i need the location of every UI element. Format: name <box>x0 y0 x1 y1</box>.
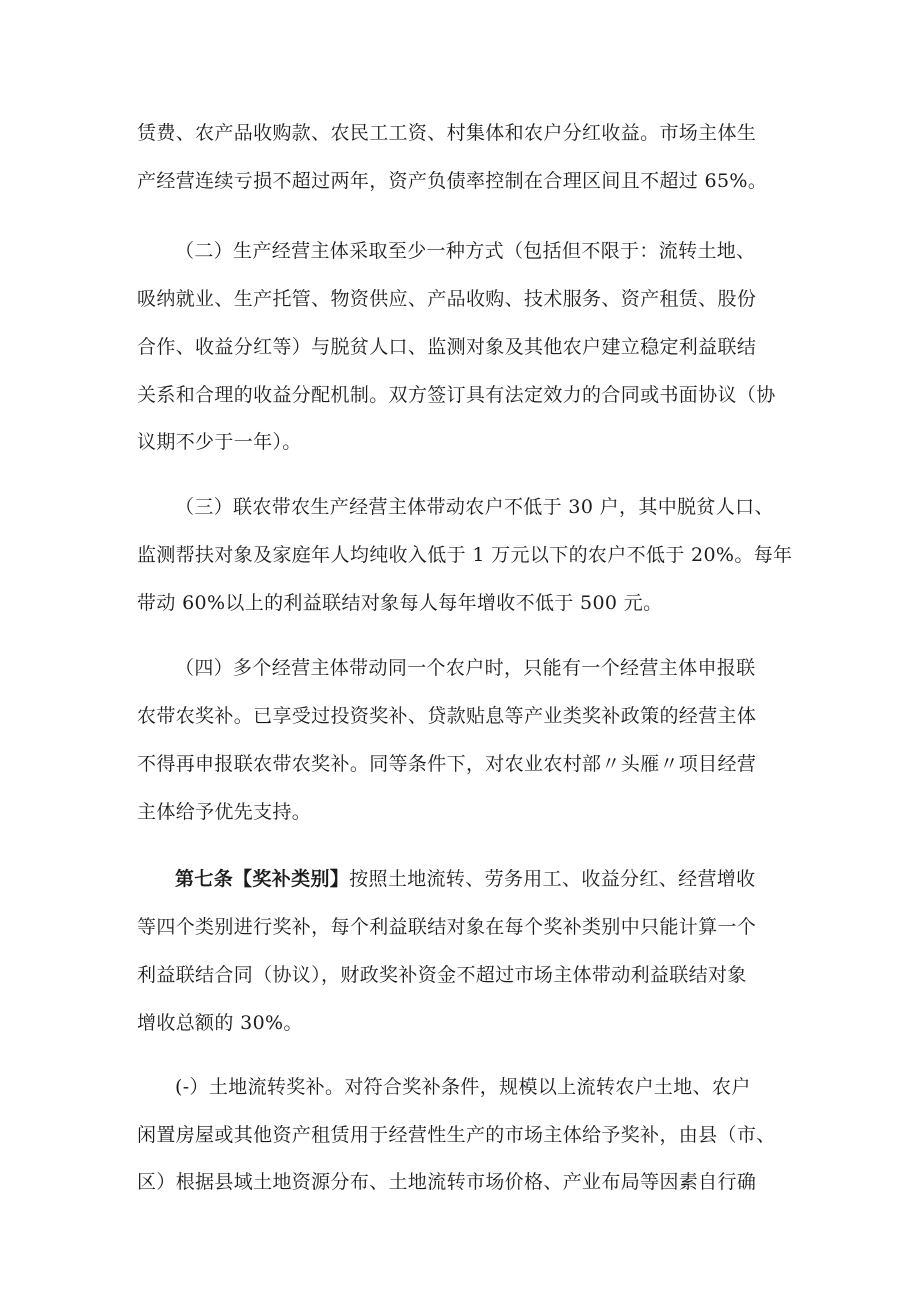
article-7-text: 按照土地流转、劳务用工、收益分红、经营增收 <box>349 868 756 890</box>
article-7-line: 等四个类别进行奖补，每个利益联结对象在每个奖补类别中只能计算一个 <box>137 916 757 938</box>
article-7-first-line <box>175 867 756 891</box>
article-7-line: 增收总额的 30%。 <box>137 1012 303 1034</box>
para-2-line: 合作、收益分红等）与脱贫人口、监测对象及其他农户建立稳定利益联结 <box>137 336 757 358</box>
para-4-line: （四）多个经营主体带动同一个农户时，只能有一个经营主体申报联 <box>175 657 756 679</box>
article-7-line: 利益联结合同（协议），财政奖补资金不超过市场主体带动利益联结对象 <box>137 964 747 986</box>
para-3-line: （三）联农带农生产经营主体带动农户不低于 30 户，其中脱贫人口、 <box>175 496 774 518</box>
para-land-line: 闲置房屋或其他资产租赁用于经营性生产的市场主体给予奖补，由县（市、 <box>137 1124 776 1146</box>
para-2-line: 关系和合理的收益分配机制。双方签订具有法定效力的合同或书面协议（协 <box>137 384 776 406</box>
para-2-line: 议期不少于一年）。 <box>137 431 302 453</box>
para-4-line: 主体给予优先支持。 <box>137 801 312 823</box>
para-4-line: 不得再申报联农带农奖补。同等条件下，对农业农村部〃头雁〃项目经营 <box>137 753 757 775</box>
article-7-heading: 第七条【奖补类别】 <box>175 868 350 890</box>
para-land-line: (-）土地流转奖补。对符合奖补条件，规模以上流转农户土地、农户 <box>175 1076 751 1098</box>
para-intro-line: 产经营连续亏损不超过两年，资产负债率控制在合理区间且不超过 65%。 <box>137 170 768 192</box>
para-2-line: 吸纳就业、生产托管、物资供应、产品收购、技术服务、资产租赁、股份 <box>137 288 757 310</box>
para-4-line: 农带农奖补。已享受过投资奖补、贷款贴息等产业类奖补政策的经营主体 <box>137 705 757 727</box>
para-3-line: 带动 60%以上的利益联结对象每人每年增收不低于 500 元。 <box>137 592 663 614</box>
para-intro-line: 赁费、农产品收购款、农民工工资、村集体和农户分红收益。市场主体生 <box>137 122 757 144</box>
para-2-line: （二）生产经营主体采取至少一种方式（包括但不限于：流转土地、 <box>175 240 756 262</box>
para-3-line: 监测帮扶对象及家庭年人均纯收入低于 1 万元以下的农户不低于 20%。每年 <box>137 544 793 566</box>
para-land-line: 区）根据县域土地资源分布、土地流转市场价格、产业布局等因素自行确 <box>137 1171 757 1193</box>
